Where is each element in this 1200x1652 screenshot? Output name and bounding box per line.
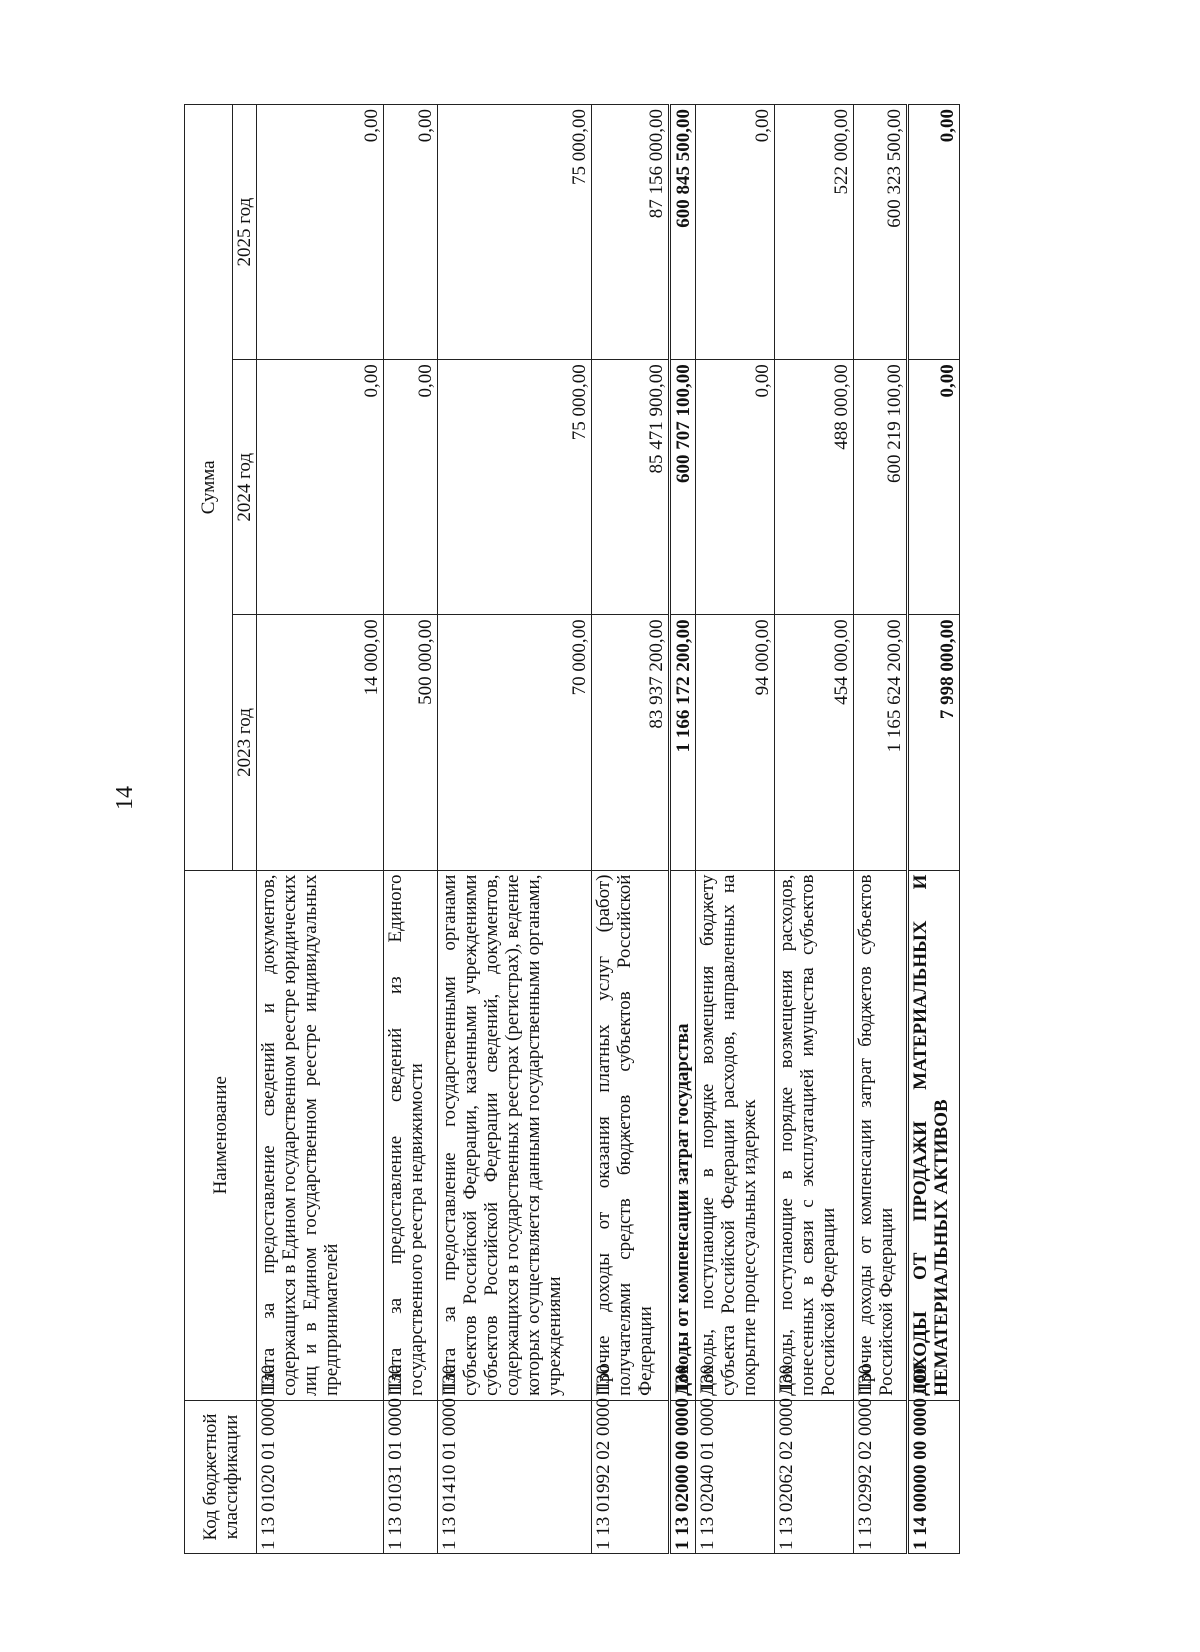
table-row [257,105,384,1554]
row-value-2024: 600 219 100,00 [854,360,908,615]
table-row [592,105,670,1554]
header-code: Код бюджетной классификации [185,1400,257,1553]
row-value-2025: 75 000,00 [438,105,592,360]
row-value-2024: 0,00 [696,360,775,615]
header-year-2024: 2024 год [233,360,257,615]
row-value-2023: 7 998 000,00 [908,615,960,870]
header-year-2023: 2023 год [233,615,257,870]
row-code: 1 13 02062 02 0000 130 [775,1400,854,1553]
row-name: Плата за предоставление сведений из Единого государственного реестра недвижимости [384,870,438,1400]
row-value-2024: 85 471 900,00 [592,360,670,615]
row-value-2023: 500 000,00 [384,615,438,870]
row-code: 1 13 02000 00 0000 130 [670,1400,696,1553]
row-value-2025: 0,00 [384,105,438,360]
table-row [696,105,775,1554]
row-value-2024: 75 000,00 [438,360,592,615]
row-value-2023: 454 000,00 [775,615,854,870]
row-code: 1 13 02040 01 0000 130 [696,1400,775,1553]
row-value-2025: 600 323 500,00 [854,105,908,360]
row-name: Прочие доходы от компенсации затрат бюджетов субъектов Российской Федерации [854,870,908,1400]
row-value-2024: 0,00 [384,360,438,615]
table-row [670,105,696,1554]
rotated-table-container [184,104,958,1554]
row-name: Плата за предоставление государственными органами субъектов Российской Федерации, казенными учреждениями субъектов Российской Федерации сведений, документов, содержащихся в государственных реестрах (регистрах), ведение которых осуществляется данными государственными органами, учреждениями [438,870,592,1400]
row-value-2025: 87 156 000,00 [592,105,670,360]
row-value-2023: 1 166 172 200,00 [670,615,696,870]
row-name: Доходы, поступающие в порядке возмещения бюджету субъекта Российской Федерации расходов, направленных на покрытие процессуальных издержек [696,870,775,1400]
revenue-table [184,104,960,1554]
row-value-2025: 0,00 [696,105,775,360]
row-value-2025: 0,00 [908,105,960,360]
header-year-2025: 2025 год [233,105,257,360]
row-name: Доходы, поступающие в порядке возмещения расходов, понесенных в связи с эксплуатацией имущества субъектов Российской Федерации [775,870,854,1400]
row-value-2023: 83 937 200,00 [592,615,670,870]
row-value-2023: 70 000,00 [438,615,592,870]
table-row [775,105,854,1554]
row-code: 1 13 01992 02 0000 130 [592,1400,670,1553]
table-row [854,105,908,1554]
row-name: Доходы от компенсации затрат государства [670,870,696,1400]
row-name: ДОХОДЫ ОТ ПРОДАЖИ МАТЕРИАЛЬНЫХ И НЕМАТЕРИАЛЬНЫХ АКТИВОВ [908,870,960,1400]
row-code: 1 13 02992 02 0000 130 [854,1400,908,1553]
page-number: 14 [112,786,138,810]
row-name: Плата за предоставление сведений и документов, содержащихся в Едином государственном реестре юридических лиц и в Едином государственном реестре индивидуальных предпринимателей [257,870,384,1400]
row-value-2023: 1 165 624 200,00 [854,615,908,870]
row-code: 1 14 00000 00 0000 000 [908,1400,960,1553]
header-sum: Сумма [185,105,233,871]
row-value-2023: 94 000,00 [696,615,775,870]
row-code: 1 13 01410 01 0000 130 [438,1400,592,1553]
table-row [908,105,960,1554]
table-row [384,105,438,1554]
row-code: 1 13 01020 01 0000 130 [257,1400,384,1553]
row-value-2024: 0,00 [908,360,960,615]
header-name: Наименование [185,870,257,1400]
row-value-2024: 600 707 100,00 [670,360,696,615]
row-value-2023: 14 000,00 [257,615,384,870]
row-value-2025: 600 845 500,00 [670,105,696,360]
row-value-2024: 488 000,00 [775,360,854,615]
table-row [438,105,592,1554]
row-name: Прочие доходы от оказания платных услуг (работ) получателями средств бюджетов субъектов Российской Федерации [592,870,670,1400]
row-value-2024: 0,00 [257,360,384,615]
row-value-2025: 0,00 [257,105,384,360]
row-code: 1 13 01031 01 0000 130 [384,1400,438,1553]
row-value-2025: 522 000,00 [775,105,854,360]
